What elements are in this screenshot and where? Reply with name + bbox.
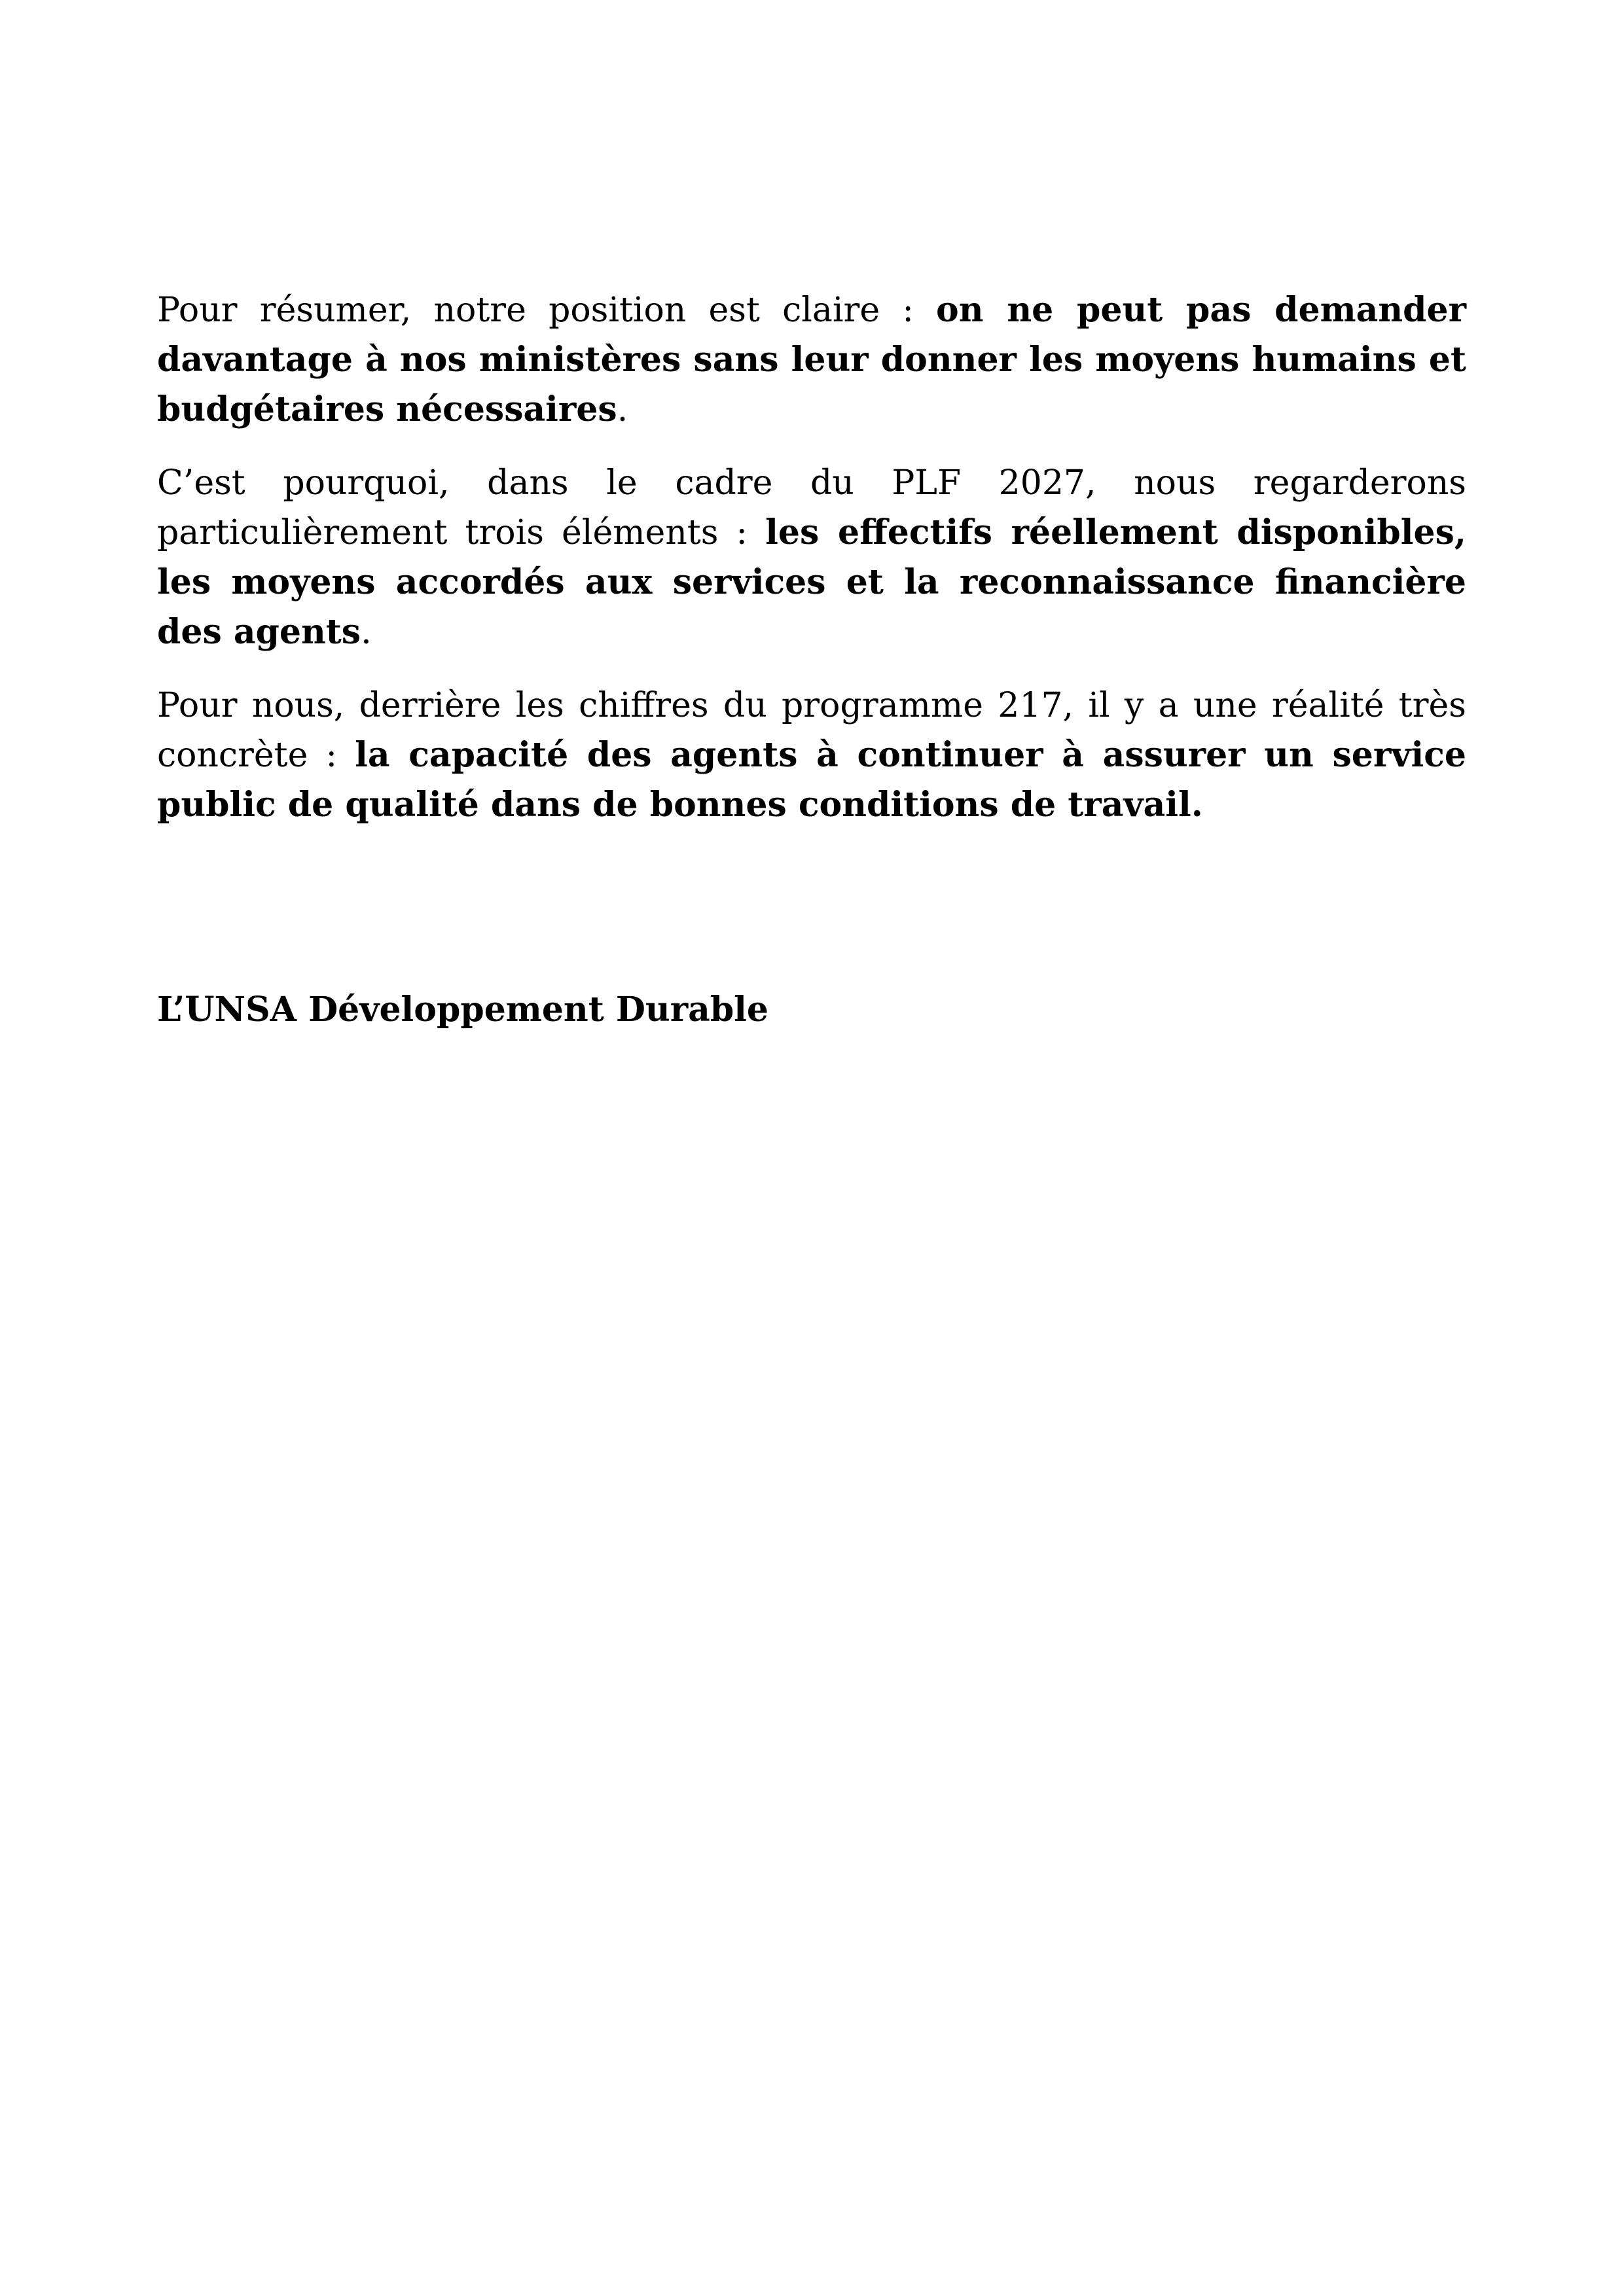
paragraph-text: Pour nous, derrière les chiffres du programme 217, il y a une réalité très concrète :	[157, 686, 1466, 775]
paragraph-text: Pour résumer, notre position est claire :	[157, 291, 937, 330]
paragraph-text: .	[361, 613, 372, 652]
document-body	[157, 285, 1466, 853]
paragraph-plf	[157, 458, 1466, 657]
paragraph-text: C’est pourquoi, dans le cadre du PLF 2027, nous regarderons particulièrement trois éléments :	[157, 463, 1466, 552]
paragraph-emphasis: les effectifs réellement disponibles, les moyens accordés aux services et la reconnaissance financière des agents	[157, 512, 1466, 652]
paragraph-programme	[157, 681, 1466, 830]
paragraph-text: .	[617, 390, 628, 429]
paragraph-emphasis: la capacité des agents à continuer à assurer un service public de qualité dans de bonnes conditions de travail.	[157, 735, 1467, 825]
paragraph-emphasis: on ne peut pas demander davantage à nos ministères sans leur donner les moyens humains et budgétaires nécessaires	[157, 290, 1466, 429]
paragraph-summary	[157, 285, 1466, 435]
signature: L’UNSA Développement Durable	[157, 990, 769, 1030]
